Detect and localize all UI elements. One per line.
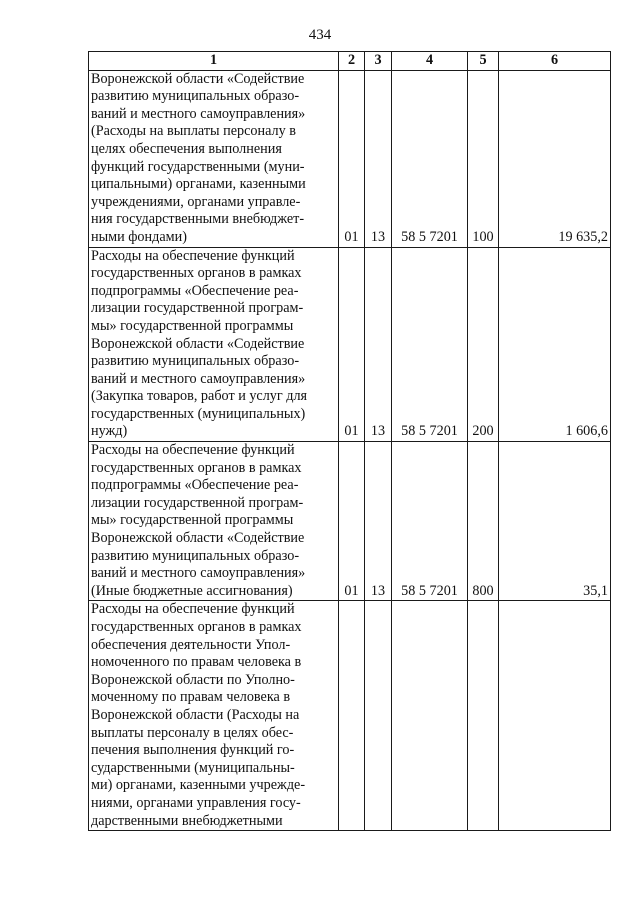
description-line: сударственными (муниципальны- <box>91 759 295 776</box>
section-code: 01 <box>339 247 365 442</box>
description-line: печения выполнения функций го- <box>91 742 295 759</box>
amount-value: 35,1 <box>499 442 611 601</box>
header-col-2: 2 <box>339 52 365 71</box>
table-row <box>89 601 611 831</box>
description-line: Воронежской области (Расходы на <box>91 706 300 723</box>
subsection-code <box>365 601 392 831</box>
description-line: выплаты персоналу в целях обес- <box>91 724 294 741</box>
description-line: учреждениями, органами управле- <box>91 193 301 210</box>
description-line: ния государственными внебюджет- <box>91 211 305 228</box>
description-line: ципальными) органами, казенными <box>91 176 306 193</box>
row-description <box>89 442 339 601</box>
description-line: развитию муниципальных образо- <box>91 547 300 564</box>
description-line: государственных органов в рамках <box>91 265 302 282</box>
row-description <box>89 70 339 247</box>
row-description <box>89 601 339 831</box>
description-line: мы» государственной программы <box>91 317 294 334</box>
description-line: развитию муниципальных образо- <box>91 88 300 105</box>
description-line: государственных органов в рамках <box>91 619 302 635</box>
table-row <box>89 70 611 247</box>
section-code: 01 <box>339 70 365 247</box>
header-col-3: 3 <box>365 52 392 71</box>
description-line: ваний и местного самоуправления» <box>91 370 306 387</box>
description-line: ми) органами, казенными учрежде- <box>91 777 306 794</box>
header-col-1: 1 <box>89 52 339 71</box>
expense-type-code: 100 <box>468 70 499 247</box>
amount-value: 19 635,2 <box>499 70 611 247</box>
description-line: ными фондами) <box>91 228 187 245</box>
description-line: государственных органов в рамках <box>91 459 302 476</box>
description-line: Воронежской области «Содействие <box>91 530 305 547</box>
table-row <box>89 247 611 442</box>
description-line: (Иные бюджетные ассигнования) <box>91 582 293 599</box>
description-line: мы» государственной программы <box>91 512 294 529</box>
description-line: обеспечения деятельности Упол- <box>91 636 291 653</box>
description-line: лизации государственной програм- <box>91 494 304 511</box>
description-line: подпрограммы «Обеспечение реа- <box>91 282 299 299</box>
expense-type-code: 800 <box>468 442 499 601</box>
page-number: 434 <box>308 27 332 43</box>
amount-value: 1 606,6 <box>499 247 611 442</box>
description-line: подпрограммы «Обеспечение реа- <box>91 477 299 494</box>
description-line: Воронежской области «Содействие <box>91 335 305 352</box>
description-line: государственных (муниципальных) <box>91 405 306 422</box>
budget-table <box>88 51 611 831</box>
header-row <box>89 52 611 71</box>
header-col-5: 5 <box>468 52 499 71</box>
row-description <box>89 247 339 442</box>
section-code <box>339 601 365 831</box>
header-col-4: 4 <box>392 52 468 71</box>
description-line: дарственными внебюджетными <box>91 812 283 829</box>
description-line: Расходы на обеспечение функций <box>91 247 295 264</box>
table-row <box>89 442 611 601</box>
description-line: лизации государственной програм- <box>91 300 304 317</box>
description-line: (Расходы на выплаты персоналу в <box>91 123 296 140</box>
expense-type-code <box>468 601 499 831</box>
description-line: ваний и местного самоуправления» <box>91 105 306 122</box>
target-article-code: 58 5 7201 <box>392 70 468 247</box>
target-article-code <box>392 601 468 831</box>
expense-type-code: 200 <box>468 247 499 442</box>
description-line: ваний и местного самоуправления» <box>91 565 306 582</box>
description-line: Расходы на обеспечение функций <box>91 601 295 618</box>
description-line: целях обеспечения выполнения <box>91 140 282 157</box>
description-line: номоченного по правам человека в <box>91 654 302 671</box>
description-line: нужд) <box>91 423 128 440</box>
target-article-code: 58 5 7201 <box>392 247 468 442</box>
description-line: (Закупка товаров, работ и услуг для <box>91 388 308 405</box>
amount-value <box>499 601 611 831</box>
description-line: Воронежской области «Содействие <box>91 70 305 87</box>
description-line: развитию муниципальных образо- <box>91 353 300 370</box>
subsection-code: 13 <box>365 247 392 442</box>
description-line: Расходы на обеспечение функций <box>91 442 295 459</box>
subsection-code: 13 <box>365 70 392 247</box>
description-line: функций государственными (муни- <box>91 158 305 175</box>
target-article-code: 58 5 7201 <box>392 442 468 601</box>
description-line: ниями, органами управления госу- <box>91 794 301 811</box>
description-line: Воронежской области по Уполно- <box>91 671 295 688</box>
header-col-6: 6 <box>499 52 611 71</box>
section-code: 01 <box>339 442 365 601</box>
description-line: моченному по правам человека в <box>91 689 291 706</box>
subsection-code: 13 <box>365 442 392 601</box>
